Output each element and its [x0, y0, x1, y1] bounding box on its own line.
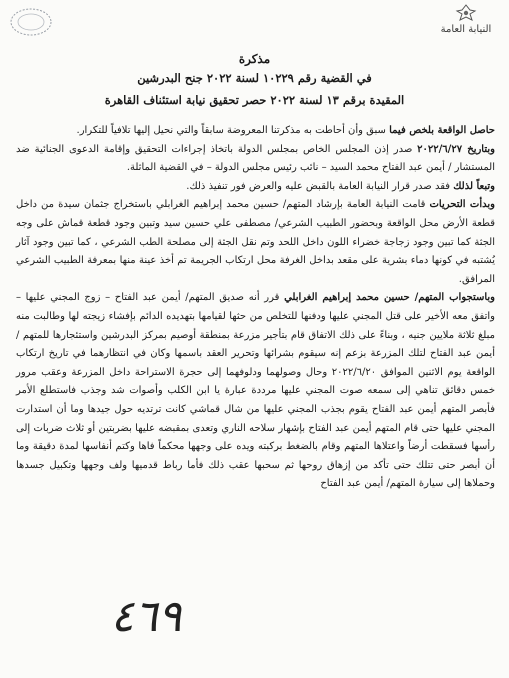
paragraph-text: سبق وأن أحاطت به مذكرتنا المعروضة سابقاً والتي نحيل إليها تلافياً للتكرار.: [76, 125, 390, 136]
handwritten-page-number: [26, 582, 266, 652]
paragraph-text: صدر إذن المجلس الخاص بمجلس الدولة باتخاذ إجراءات التحقيق وإقامة الدعوى الجنائية ضد المستشار / أيمن عبد الفتاح محمد السيد – نائب رئيس مجلس الدولة – في القضية الماثلة.: [16, 143, 495, 174]
logo-org-name: النيابة العامة: [440, 24, 492, 35]
emblem-icon: [455, 4, 477, 22]
paragraph-investigation: [16, 196, 495, 289]
paragraph-label: وتبعاً لذلك: [453, 180, 495, 192]
handwritten-number-text: ٤٦٩: [110, 591, 182, 642]
memo-title: مذكرة: [238, 52, 271, 66]
paragraph-label: وبدأت التحريات: [429, 199, 495, 211]
paragraph-label: حاصل الواقعة بلخص فيما: [389, 125, 495, 136]
prosecution-logo: [431, 4, 501, 42]
paragraph-text: قرر أنه صديق المتهم/ أيمن عبد الفتاح – زوج المجني عليها – واتفق معه الأخير على قتل المجني عليها ودفنها للتخلص من حثها لقيامها بتهديده الدائم بإفشاء زيجته لها وطالبت منه مبلغ ثلاثة ملايين جنيه ، وبناءً على ذلك الاتفاق قام بتأجير مزرعة بمنطقة أوصيم بمركز البدرشين واستئجارها للمتهم / أيمن عبد الفتاح لتلك المزرعة بزعم إنه سيقوم بشرائها وتحرير العقد باسمها وكان في انتظارهما في تاريخ ارتكاب الواقعة يوم الاثنين الموافق ٢٠٢٢/٦/٢٠ وحال وصولهما ودلوفهما إلى حجرة الاستراحة داخل المزرعة وعقب مرور خمس دقائق تناهي إلى سمعه صوت المجني عليها مرددة عبارة يا ابن الكلب وأصوات شد وجذب فاستطلع الأمر فأبصر المتهم أيمن عبد الفتاح يقوم بجذب المجني عليها من شال قماشي كانت ترتديه حول جيدها وما أن استدارت المجني عليها حتى قام المتهم أيمن عبد الفتاح بإشهار سلاحه الناري وتعدى بمقبضه عليها بضربتين أو ثلاث ضربات إلى رأسها فسقطت أرضاً واعتلاها المتهم وقام بالضغط بركبته ويده على وجهها محكماً فاها وكتم أنفاسها لمدة دقيقة وما أن أبصر حتى تتلك حتى تأكد من إزهاق روحها ثم سحبها عقب ذلك فأما رباط قدميها ولف وجهها وتكبيل جسدها وحملاها إلى سيارة المتهم/ أيمن عبد الفتاح: [16, 292, 495, 490]
memo-body: [16, 122, 495, 494]
paragraph-interrogation: [16, 289, 495, 494]
paragraph-text: فقد صدر قرار النيابة العامة بالقبض عليه والعرض فور تنفيذ ذلك.: [186, 180, 454, 192]
paragraph-label: وباستجواب المتهم/ حسين محمد إبراهيم الغرابلي: [284, 292, 495, 304]
paragraph-consequence: [16, 178, 495, 197]
paragraph-text: قامت النيابة العامة بإرشاد المتهم/ حسين محمد إبراهيم الغرابلي باستخراج جثمان سيدة من داخل قطعة الأرض محل الواقعة وبحضور الطبيب الشرعي/ مصطفى علي حسين سيد وتبين وجود قطعة قماش على وجه الجثة كما تبين وجود زجاجة خضراء اللون داخل اللحد وتم نقل الجثة إلى مصلحة الطب الشرعي ، كما تبين وجود آثار يُشتبه في كونها دماء بشرية على مقعد بداخل الغرفة محل ارتكاب الجريمة تم أخذ عينة منها بمعرفة الطبيب الشرعي المرافق.: [16, 199, 495, 285]
case-number-line: في القضية رقم ١٠٢٢٩ لسنة ٢٠٢٢ جنح البدرشين: [137, 71, 372, 85]
paragraph-summary: [16, 122, 495, 141]
registration-line: المقيدة برقم ١٣ لسنة ٢٠٢٢ حصر تحقيق نيابة استئناف القاهرة: [104, 93, 405, 107]
paragraph-permission: [16, 141, 495, 178]
paragraph-label: وبتاريخ ٢٠٢٢/٦/٢٧: [417, 143, 495, 155]
stamp-seal-icon: [8, 6, 54, 38]
